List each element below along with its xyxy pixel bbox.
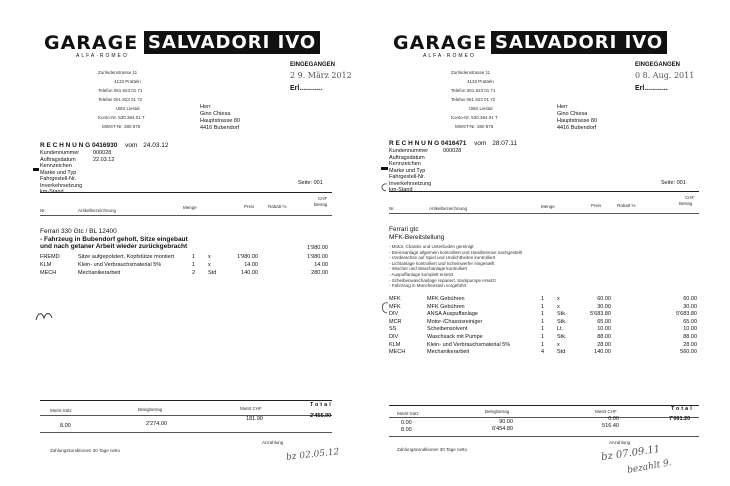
mwst-amounts: 0.00 516.40 xyxy=(602,416,619,429)
company-info: Zurlindenstrasse 11 4133 Pratteln Telefon 061 823 01 71 Telefax 061 823 01 72 UBS Liestal Konto-Nr. 530.384.01 T MWST-Nr. 380 875 xyxy=(451,70,498,129)
divider xyxy=(389,405,699,406)
divider xyxy=(40,400,332,401)
heading-amount: 1'980.00 xyxy=(307,245,328,251)
table-row: KLM Klein- und Verbrauchsmaterial 5% 1 x 14.00 14.00 xyxy=(40,262,328,268)
beleg-label: Belegbetrag xyxy=(138,407,163,412)
beleg-amount: 2'274.00 xyxy=(146,421,167,427)
table-row: MCR Motor-/Chassisreiniger 1 Stk. 65.00 65.00 xyxy=(389,318,697,325)
col-artikel-header: Artikelbezeichnung xyxy=(429,206,468,211)
col-betrag-header: Betrag xyxy=(314,202,328,207)
col-menge-header: Menge xyxy=(183,205,197,210)
recipient-address: Herr Gino Chiesa Hauptstrasse 80 4416 Bubendorf xyxy=(557,104,598,131)
beleg-amounts: 90.00 6'454.80 xyxy=(492,419,513,432)
handwritten-signature: bz 07.09.11 xyxy=(600,443,661,464)
handwritten-note: bezahlt 9. xyxy=(626,458,673,476)
invoice-number: 0416930 xyxy=(92,142,118,149)
table-row: MFK MFK Gebühren 1 x 60.00 60.00 xyxy=(389,296,697,302)
table-row: MFK MFK Gebühren 1 x 30.00 30.00 xyxy=(389,303,697,310)
divider xyxy=(40,215,332,216)
work-description: Ferrari gtc MFK-Bereitstellung xyxy=(389,226,445,241)
mwst-amount: 181.90 xyxy=(246,416,263,422)
beleg-label: Belegbetrag xyxy=(485,409,510,414)
mwst-rate: 8.00 xyxy=(60,423,71,429)
anzahlung-label: Anzahlung xyxy=(609,440,631,445)
mwst-label: MwSt-Satz xyxy=(50,408,72,413)
col-preis-header: Preis xyxy=(591,203,602,208)
stamp-erl: Erl............ xyxy=(290,85,323,92)
handwritten-signature: bz 02.05.12 xyxy=(285,447,340,463)
divider xyxy=(389,417,699,418)
mwst-label: MwSt-Satz xyxy=(397,411,419,416)
stamp-date: 0 8. Aug. 2011 xyxy=(635,71,695,80)
stamp-date: 2 9. März 2012 xyxy=(290,71,352,80)
pen-squiggle-icon xyxy=(34,310,56,322)
invoice-meta-labels: Kundennummer Auftragsdatum Kennzeichen Marke und Typ Fahrgestell-Nr. Inverkehrsetzung km-Stand xyxy=(389,148,432,193)
invoice-meta-values: 000028 22.03.12 xyxy=(93,150,115,163)
divider xyxy=(389,436,699,437)
divider xyxy=(40,415,332,416)
col-betrag-header: Betrag xyxy=(679,201,693,206)
col-rabatt-header: Rabatt % xyxy=(617,203,636,208)
total-amount: 7'061.20 xyxy=(669,416,691,422)
logo-black: SALVADORI IVO xyxy=(144,31,320,54)
invoice-date: 28.07.11 xyxy=(492,140,518,147)
stamp-label: EINGEGANGEN xyxy=(635,62,681,68)
col-menge-header: Menge xyxy=(541,204,555,209)
invoice-number: 0416471 xyxy=(441,140,467,147)
table-row: MECH Mechanikerarbeit 2 Std 140.00 280.00 xyxy=(40,270,328,276)
total-label: Total xyxy=(671,406,694,412)
mwst-rates: 0.00 8.00 xyxy=(401,420,412,433)
page-number: Seite: 001 xyxy=(298,180,323,186)
pen-mark-icon xyxy=(379,300,391,316)
logo-garage: GARAGE xyxy=(393,32,488,54)
logo-black: SALVADORI IVO xyxy=(491,31,667,54)
invoice-date: 24.03.12 xyxy=(143,142,169,149)
work-notes: - Motor, Chassis und Unterboden gereinigt - Bremsanlage allgemein kontrolliert und Handbremse nachgestellt - Vorderachse auf Spiel und Undichtheiten kontrolliert - Lichtanlage kontrolliert und Scheinwerfer eingestellt - Wischer und Waschanlage kontrolliert - Auspuffanlage komplett ersetzt - Scheibenwaschanlage repariert, Sackpumpe ersetzt - Fahrzeug in Münchenstein vorgeführt xyxy=(389,244,522,289)
payment-conditions: Zahlungskonditionen 30 Tage netto xyxy=(50,448,120,453)
recipient-address: Herr Gino Chiesa Hauptstrasse 80 4416 Bubendorf xyxy=(200,104,241,131)
divider xyxy=(40,192,332,193)
col-artikel-header: Artikelbezeichnung xyxy=(78,208,117,213)
table-row: KLM Klein- und Verbrauchsmaterial 5% 1 x 28.00 28.00 xyxy=(389,341,697,348)
table-row: DIV Waschsack mit Pumpe 1 Stk. 88.00 88.00 xyxy=(389,333,697,340)
stamp-erl: Erl............ xyxy=(635,85,668,92)
col-nr-header: Nr. xyxy=(40,208,46,213)
invoice-title: R E C H N U N G 0416471 vom 28.07.11 xyxy=(389,140,518,147)
logo-sub: ALFA·ROMEO xyxy=(76,53,129,59)
table-row: SS Scheibensolvent 1 Lt. 10.00 10.00 xyxy=(389,326,697,333)
col-nr-header: Nr. xyxy=(389,206,395,211)
line-items xyxy=(40,254,330,278)
company-info: Zurlindenstrasse 11 4133 Pratteln Telefon 061 823 01 71 Telefax 061 823 01 72 UBS Liestal Konto-Nr. 530.384.01 T MWST-Nr. 380 875 xyxy=(98,70,145,129)
payment-conditions: Zahlungskonditionen 30 Tage netto xyxy=(397,447,467,452)
stamp-label: EINGEGANGEN xyxy=(290,62,336,68)
table-row: MECH Mechanikerarbeit 4 Std 140.00 560.00 xyxy=(389,349,697,356)
mwst-chf-label: MwSt CHF xyxy=(595,409,617,414)
table-row: DIV ANSA Auspuffanlage 1 Stk. 5'683.80 5'683.80 xyxy=(389,311,697,318)
divider xyxy=(389,213,699,214)
invoice-meta-values: 000028 xyxy=(443,148,462,154)
col-rabatt-header: Rabatt % xyxy=(268,204,287,209)
invoice-meta-labels: Kundennummer Auftragsdatum Kennzeichen Marke und Typ Fahrgestell-Nr. Inverkehrsetzung km-Stand xyxy=(40,150,83,195)
page-number: Seite: 001 xyxy=(661,180,686,186)
total-amount: 2'455.90 xyxy=(310,413,332,419)
pen-mark-icon xyxy=(379,182,389,192)
work-description: Ferrari 330 Gtc / BL 12400 - Fahrzeug in Bubendorf geholt, Sitze eingebaut und nach getaner Arbeit wieder zurückgebracht xyxy=(40,228,188,250)
divider xyxy=(389,191,699,192)
margin-mark xyxy=(381,167,388,170)
divider xyxy=(40,432,332,433)
total-label: Total xyxy=(310,402,333,408)
anzahlung-label: Anzahlung xyxy=(262,440,284,445)
invoice-title: R E C H N U N G 0416930 vom 24.03.12 xyxy=(40,142,169,149)
col-preis-header: Preis xyxy=(244,204,255,209)
line-items xyxy=(389,295,699,356)
margin-mark xyxy=(33,168,39,171)
col-chf-header: CHF xyxy=(318,196,328,201)
logo-garage: GARAGE xyxy=(44,32,139,54)
table-row: FREMD Sitze aufgepolstert, Kopfstütze montiert 1 x 1'980.00 1'980.00 xyxy=(40,254,328,260)
invoice-page-right xyxy=(365,0,730,486)
col-chf-header: CHF xyxy=(685,195,695,200)
mwst-chf-label: MwSt CHF xyxy=(240,406,262,411)
logo-sub: ALFA·ROMEO xyxy=(423,53,476,59)
